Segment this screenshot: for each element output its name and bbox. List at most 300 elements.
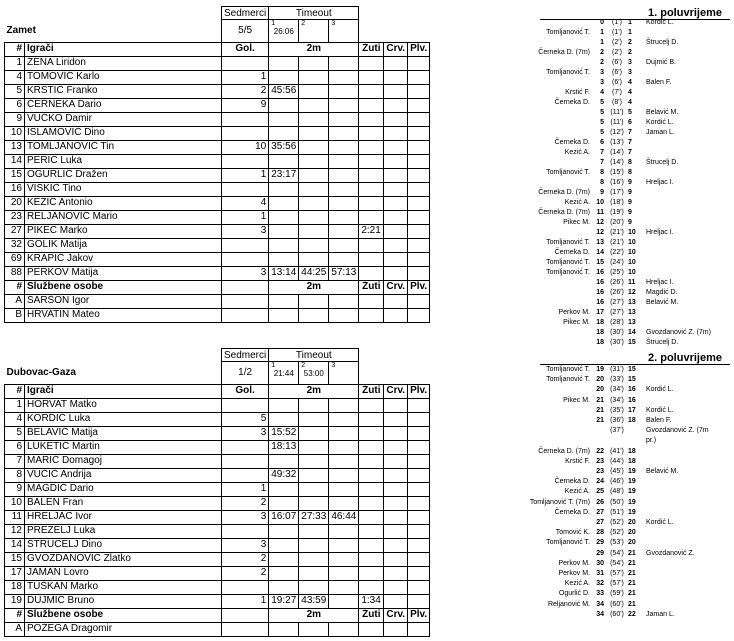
player-name: HRELJAC Ivor: [25, 510, 222, 524]
list-item: [540, 258, 730, 268]
list-item: [540, 68, 730, 78]
event-scorer-home: Perkov M.: [558, 559, 590, 567]
player-yellow: [359, 168, 384, 182]
event-minute: (57'): [610, 580, 624, 588]
player-2min-2: [299, 238, 329, 252]
event-score-home: 8: [600, 169, 604, 176]
player-blue: [408, 524, 430, 538]
player-2min-1: 18:13: [269, 440, 299, 454]
player-2min-2: [299, 482, 329, 496]
official-2min-2: [299, 622, 329, 636]
event-score-away: 22: [628, 610, 636, 618]
sedmerci-label: Sedmerci: [222, 349, 269, 362]
player-name: TOMLJANOVIĆ Tin: [25, 140, 222, 154]
col-igraci: Igrači: [25, 384, 222, 398]
official-2min-1: [269, 622, 299, 636]
list-item: [540, 559, 730, 569]
event-minute: (6'): [612, 59, 622, 66]
player-number: 6: [5, 98, 25, 112]
list-item: [540, 338, 730, 348]
list-item: [540, 569, 730, 579]
table-row: [5, 266, 430, 280]
event-scorer-home: Černeka D.: [554, 249, 590, 256]
player-blue: [408, 140, 430, 154]
player-goals: [222, 468, 269, 482]
player-2min-2: [299, 454, 329, 468]
table-row: [5, 426, 430, 440]
event-scorer-home: Perkov M.: [558, 570, 590, 577]
event-score-away: 10: [628, 229, 636, 236]
player-number: 17: [5, 566, 25, 580]
list-item: [540, 426, 730, 436]
timeout-number: 1: [271, 362, 276, 369]
list-item: [540, 318, 730, 328]
player-goals: [222, 252, 269, 266]
player-blue: [408, 580, 430, 594]
player-2min-2: [299, 580, 329, 594]
event-score-home: 4: [600, 89, 604, 96]
event-minute: (60'): [610, 600, 624, 608]
event-minute: (19'): [610, 209, 624, 216]
player-goals: [222, 182, 269, 196]
event-scorer-home: Kezić A.: [564, 199, 590, 206]
player-2min-2: [299, 552, 329, 566]
event-score-away: 14: [628, 329, 636, 336]
team-table-dubovac-gaza: [4, 348, 430, 637]
event-score-away: 2: [628, 39, 632, 46]
event-score-home: 6: [600, 139, 604, 146]
event-score-away: 19: [628, 478, 636, 486]
timeout-2: [299, 362, 329, 385]
event-score-away: 21: [628, 570, 636, 577]
player-name: PERIĆ Luka: [25, 154, 222, 168]
event-score-home: 5: [600, 119, 604, 126]
player-yellow: [359, 196, 384, 210]
player-yellow: [359, 398, 384, 412]
table-row: [5, 70, 430, 84]
player-2min-1: [269, 538, 299, 552]
table-row: [5, 552, 430, 566]
col-zuti: Žuti: [359, 608, 384, 622]
player-red: [384, 454, 408, 468]
event-minute: (2'): [612, 49, 622, 56]
player-name: MARIĆ Domagoj: [25, 454, 222, 468]
player-name: DUJMIĆ Bruno: [25, 594, 222, 608]
player-2min-2: [299, 98, 329, 112]
player-2min-2: 27:33: [299, 510, 329, 524]
player-2min-1: 19:27: [269, 594, 299, 608]
list-item: [540, 328, 730, 338]
player-yellow: [359, 552, 384, 566]
event-score-home: 9: [600, 189, 604, 196]
player-2min-3: [329, 126, 359, 140]
event-score-home: 5: [600, 109, 604, 116]
event-score-home: 0: [600, 19, 604, 26]
player-name: KEZIĆ Antonio: [25, 196, 222, 210]
official-blue: [408, 622, 430, 636]
event-score-away: 21: [628, 580, 636, 588]
player-number: 7: [5, 454, 25, 468]
player-name: ISLAMOVIĆ Dino: [25, 126, 222, 140]
player-goals: [222, 524, 269, 538]
half1-title: 1. poluvrijeme: [540, 7, 730, 20]
table-row: [5, 56, 430, 70]
player-blue: [408, 440, 430, 454]
player-yellow: [359, 440, 384, 454]
col-gol: Gol.: [222, 42, 269, 56]
list-item: [540, 508, 730, 518]
event-score-away: 15: [628, 339, 636, 346]
event-score-away: 9: [628, 189, 632, 196]
event-minute: (52'): [610, 519, 624, 526]
player-blue: [408, 538, 430, 552]
event-scorer-away: Balen F.: [646, 417, 672, 424]
player-red: [384, 398, 408, 412]
event-scorer-away: Kordić L.: [646, 119, 674, 126]
player-goals: [222, 154, 269, 168]
list-item: [540, 18, 730, 28]
list-item: [540, 158, 730, 168]
player-yellow: [359, 510, 384, 524]
player-blue: [408, 510, 430, 524]
player-name: PIKEC Marko: [25, 224, 222, 238]
player-name: RELJANOVIĆ Mario: [25, 210, 222, 224]
player-2min-1: [269, 126, 299, 140]
col-2m: 2m: [269, 384, 359, 398]
player-yellow: 2:21: [359, 224, 384, 238]
list-item: [540, 248, 730, 258]
player-2min-2: [299, 70, 329, 84]
player-2min-2: [299, 112, 329, 126]
player-name: PERKOV Matija: [25, 266, 222, 280]
player-blue: [408, 112, 430, 126]
table-row: [5, 594, 430, 608]
event-score-away: 13: [628, 319, 636, 326]
player-number: 32: [5, 238, 25, 252]
player-red: [384, 412, 408, 426]
list-item: [540, 228, 730, 238]
player-2min-3: [329, 98, 359, 112]
player-number: 11: [5, 510, 25, 524]
table-row: [5, 126, 430, 140]
official-2min-3: [329, 294, 359, 308]
event-scorer-away: Belavić M.: [646, 109, 679, 116]
list-item: [540, 308, 730, 318]
player-blue: [408, 196, 430, 210]
event-scorer-away: Kordić L.: [646, 386, 674, 394]
event-minute: (27'): [610, 309, 624, 316]
event-score-away: 7: [628, 129, 632, 136]
event-score-home: 18: [596, 329, 604, 336]
event-minute: (52'): [610, 529, 624, 537]
event-score-home: 23: [596, 457, 604, 465]
player-red: [384, 126, 408, 140]
player-number: 14: [5, 538, 25, 552]
player-2min-1: [269, 112, 299, 126]
list-item: [540, 416, 730, 426]
col-plv: Plv.: [408, 384, 430, 398]
player-yellow: [359, 70, 384, 84]
timeout-number: 1: [271, 20, 276, 27]
timeout-number: 3: [331, 362, 336, 369]
event-minute: (54'): [610, 549, 624, 557]
col-crv: Crv.: [384, 384, 408, 398]
event-score-home: 30: [596, 559, 604, 567]
event-score-home: 18: [596, 339, 604, 346]
event-minute: (41'): [610, 447, 624, 455]
list-item: [540, 549, 730, 559]
player-yellow: [359, 454, 384, 468]
list-item: [540, 288, 730, 298]
event-score-away: 21: [628, 600, 636, 608]
player-number: 14: [5, 154, 25, 168]
event-minute: (14'): [610, 149, 624, 156]
player-red: [384, 84, 408, 98]
event-score-home: 13: [596, 239, 604, 246]
event-scorer-away: Štrucelj D.: [646, 339, 679, 346]
player-2min-3: [329, 468, 359, 482]
event-minute: (50'): [610, 498, 624, 506]
player-yellow: [359, 412, 384, 426]
event-scorer-away: Kordić L.: [646, 19, 674, 26]
event-minute: (34'): [610, 396, 624, 404]
event-score-home: 11: [596, 209, 604, 216]
event-scorer-home: Pikec M.: [563, 319, 590, 326]
col-num: #: [5, 280, 25, 294]
official-2min-3: [329, 308, 359, 322]
event-score-away: 4: [628, 79, 632, 86]
player-2min-3: [329, 210, 359, 224]
player-2min-3: [329, 182, 359, 196]
event-scorer-away: Gvozdanović Z.: [646, 549, 695, 557]
timeout-2: [299, 20, 329, 43]
list-item: [540, 436, 730, 446]
list-item: [540, 178, 730, 188]
event-minute: (53'): [610, 539, 624, 547]
event-minute: (37'): [610, 427, 624, 435]
player-blue: [408, 182, 430, 196]
table-row: [5, 210, 430, 224]
player-red: [384, 182, 408, 196]
player-red: [384, 524, 408, 538]
col-sluzbene: Službene osobe: [25, 608, 222, 622]
player-red: [384, 266, 408, 280]
event-scorer-home: Černeka D.: [554, 508, 590, 516]
player-2min-2: [299, 440, 329, 454]
event-score-away: 1: [628, 29, 632, 36]
player-2min-3: [329, 580, 359, 594]
player-2min-3: [329, 168, 359, 182]
event-scorer-home: Tomljanović T.: [546, 539, 590, 547]
official-blue: [408, 294, 430, 308]
player-number: 19: [5, 594, 25, 608]
player-name: TOMOVIĆ Karlo: [25, 70, 222, 84]
event-score-home: 22: [596, 447, 604, 455]
table-row: [5, 398, 430, 412]
col-plv: Plv.: [408, 280, 430, 294]
event-scorer-home: Perkov M.: [558, 309, 590, 316]
player-2min-3: [329, 538, 359, 552]
event-minute: (16'): [610, 179, 624, 186]
event-score-home: 32: [596, 580, 604, 588]
player-2min-2: [299, 154, 329, 168]
player-2min-1: 16:07: [269, 510, 299, 524]
event-minute: (12'): [610, 129, 624, 136]
player-red: [384, 552, 408, 566]
event-scorer-away: Kordić L.: [646, 519, 674, 526]
player-yellow: [359, 496, 384, 510]
player-2min-2: [299, 84, 329, 98]
team-name: Zamet: [5, 20, 222, 43]
event-scorer-away: Belavić M.: [646, 299, 679, 306]
official-name: SARŠON Igor: [25, 294, 222, 308]
player-blue: [408, 566, 430, 580]
table-row: [5, 496, 430, 510]
event-score-home: 29: [596, 549, 604, 557]
table-row: [5, 538, 430, 552]
player-blue: [408, 98, 430, 112]
event-score-home: 27: [596, 508, 604, 516]
event-scorer-home: Tomljanović T.: [546, 269, 590, 276]
col-num: #: [5, 608, 25, 622]
table-row: [5, 84, 430, 98]
player-2min-1: 23:17: [269, 168, 299, 182]
event-score-away: 9: [628, 179, 632, 186]
player-yellow: [359, 98, 384, 112]
list-item: [540, 589, 730, 599]
player-red: [384, 238, 408, 252]
list-item: [540, 188, 730, 198]
player-number: 9: [5, 112, 25, 126]
player-2min-3: [329, 196, 359, 210]
event-minute: (51'): [610, 508, 624, 516]
event-score-away: 4: [628, 99, 632, 106]
event-scorer-away: Hreljac I.: [646, 179, 674, 186]
player-yellow: [359, 426, 384, 440]
event-score-home: 3: [600, 69, 604, 76]
player-goals: 3: [222, 538, 269, 552]
event-minute: (21'): [610, 229, 624, 236]
player-2min-3: [329, 412, 359, 426]
player-name: VISKIĆ Tino: [25, 182, 222, 196]
event-minute: (1'): [612, 29, 622, 36]
event-scorer-away: Jaman L.: [646, 610, 675, 618]
event-score-away: 21: [628, 590, 636, 598]
player-2min-3: [329, 112, 359, 126]
event-scorer-home: Kezić A.: [564, 149, 590, 156]
player-goals: 1: [222, 168, 269, 182]
event-minute: (36'): [610, 417, 624, 424]
event-score-home: 15: [596, 259, 604, 266]
event-score-away: 15: [628, 366, 636, 373]
official-2min-3: [329, 622, 359, 636]
officials-gol-blank: [222, 280, 269, 294]
player-yellow: [359, 84, 384, 98]
event-score-home: 19: [596, 366, 604, 373]
player-number: 10: [5, 496, 25, 510]
table-row: [5, 622, 430, 636]
event-score-away: 10: [628, 239, 636, 246]
table-row: [5, 154, 430, 168]
player-yellow: [359, 580, 384, 594]
player-goals: [222, 440, 269, 454]
event-minute: (30'): [610, 329, 624, 336]
event-score-away: 13: [628, 309, 636, 316]
event-score-away: 18: [628, 447, 636, 455]
event-score-away: 16: [628, 386, 636, 394]
event-scorer-home: Tomljanović T.: [546, 259, 590, 266]
player-number: 4: [5, 70, 25, 84]
event-score-home: 33: [596, 590, 604, 598]
event-score-away: 8: [628, 159, 632, 166]
player-2min-1: [269, 196, 299, 210]
event-scorer-home: Černeka D. (7m): [538, 209, 590, 216]
player-number: 10: [5, 126, 25, 140]
player-yellow: [359, 566, 384, 580]
event-score-home: 1: [600, 29, 604, 36]
player-2min-1: [269, 412, 299, 426]
event-minute: (45'): [610, 468, 624, 475]
event-score-home: 1: [600, 39, 604, 46]
player-2min-1: 35:56: [269, 140, 299, 154]
player-2min-3: [329, 252, 359, 266]
event-score-away: 9: [628, 199, 632, 206]
player-red: [384, 168, 408, 182]
event-scorer-away: Balen F.: [646, 79, 672, 86]
col-2m: 2m: [269, 280, 359, 294]
event-minute: (26'): [610, 279, 624, 286]
player-blue: [408, 468, 430, 482]
event-score-away: 20: [628, 519, 636, 526]
col-crv: Crv.: [384, 608, 408, 622]
player-number: 15: [5, 168, 25, 182]
player-blue: [408, 482, 430, 496]
list-item: [540, 477, 730, 487]
player-goals: [222, 126, 269, 140]
player-yellow: [359, 56, 384, 70]
timeout-time: 26:06: [273, 27, 294, 36]
player-2min-3: 46:44: [329, 510, 359, 524]
player-goals: 1: [222, 482, 269, 496]
header-spacer-right: [359, 362, 430, 385]
event-score-away: 7: [628, 139, 632, 146]
event-scorer-away: Gvozdanović Z. (7m: [646, 427, 709, 435]
player-2min-1: [269, 56, 299, 70]
event-scorer-home: Reljanović M.: [547, 600, 590, 608]
player-blue: [408, 154, 430, 168]
player-name: BELAVIĆ Matija: [25, 426, 222, 440]
player-blue: [408, 56, 430, 70]
player-number: 88: [5, 266, 25, 280]
player-goals: 5: [222, 412, 269, 426]
timeout-number: 2: [301, 362, 306, 369]
player-blue: [408, 168, 430, 182]
event-score-away: 10: [628, 269, 636, 276]
player-name: LUKETIĆ Martin: [25, 440, 222, 454]
event-score-away: 5: [628, 109, 632, 116]
list-item: [540, 610, 730, 620]
list-item: [540, 447, 730, 457]
player-goals: 3: [222, 510, 269, 524]
table-row: [5, 308, 430, 322]
event-score-away: 13: [628, 299, 636, 306]
player-2min-3: [329, 566, 359, 580]
event-minute: (46'): [610, 478, 624, 486]
player-2min-1: [269, 566, 299, 580]
col-plv: Plv.: [408, 608, 430, 622]
official-name: POŽEGA Dragomir: [25, 622, 222, 636]
player-name: GOLIK Matija: [25, 238, 222, 252]
